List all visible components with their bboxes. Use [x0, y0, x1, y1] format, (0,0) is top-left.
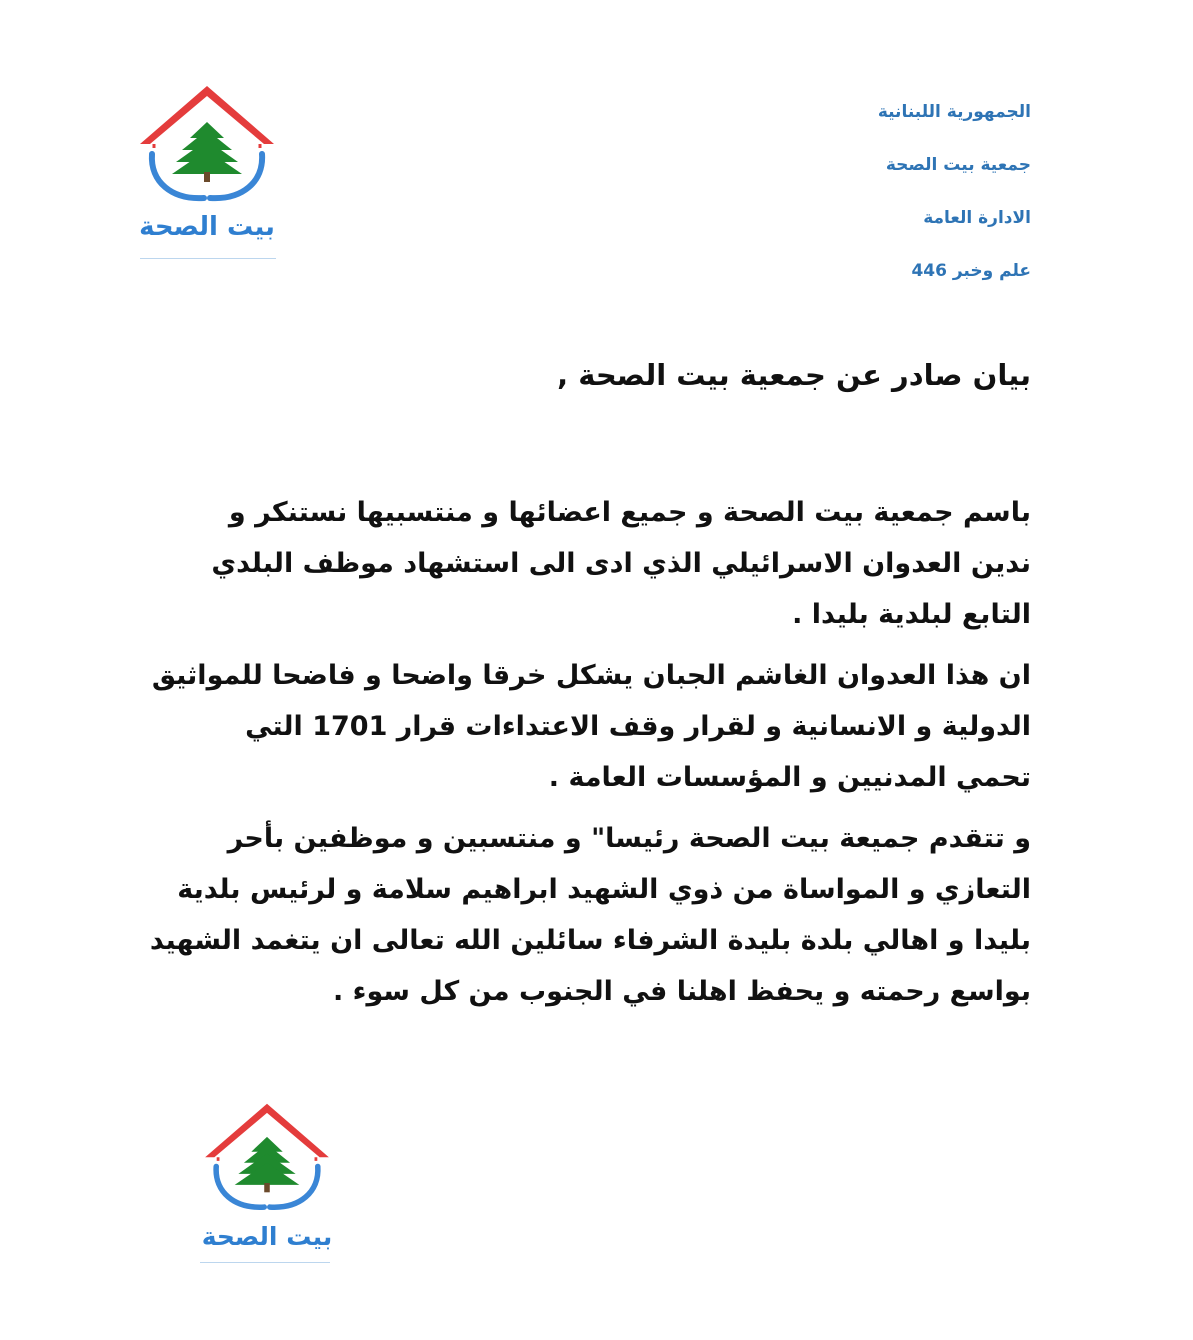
logo-text: بيت الصحة [139, 212, 275, 242]
logo-underline [140, 258, 276, 259]
letterhead [731, 96, 1031, 308]
paragraph-condolences [149, 813, 1031, 1017]
text-line: ندين العدوان الاسرائيلي الذي ادى الى استشهاد موظف البلدي [211, 548, 1031, 579]
header-administration: الادارة العامة [923, 208, 1031, 228]
paragraph-condemnation [161, 487, 1031, 640]
header-association: جمعية بيت الصحة [885, 155, 1031, 175]
cedar-tree [172, 122, 242, 182]
text-line: الدولية و الانسانية و لقرار وقف الاعتداءات قرار 1701 التي [245, 711, 1031, 742]
logo-top [132, 82, 282, 262]
cedar-house-hands-icon [132, 82, 282, 212]
statement-title: بيان صادر عن جمعية بيت الصحة , [557, 358, 1031, 392]
logo-text: بيت الصحة [201, 1222, 333, 1251]
header-country: الجمهورية اللبنانية [877, 102, 1031, 122]
text-line: بواسع رحمته و يحفظ اهلنا في الجنوب من كل سوء . [333, 976, 1031, 1007]
cedar-tree [235, 1137, 300, 1192]
statement-body [149, 487, 1031, 1017]
logo-bottom [192, 1100, 342, 1268]
text-line: ان هذا العدوان الغاشم الجبان يشكل خرقا واضحا و فاضحا للمواثيق [151, 660, 1031, 691]
header-registration: علم وخبر 446 [911, 261, 1031, 281]
cedar-house-hands-icon [192, 1100, 342, 1220]
text-line: بليدا و اهالي بلدة بليدة الشرفاء سائلين الله تعالى ان يتغمد الشهيد [149, 925, 1031, 956]
text-line: التابع لبلدية بليدا . [792, 599, 1031, 630]
paragraph-violation [151, 650, 1031, 803]
text-line: باسم جمعية بيت الصحة و جميع اعضائها و منتسبيها نستنكر و [228, 497, 1031, 528]
text-line: تحمي المدنيين و المؤسسات العامة . [548, 762, 1031, 793]
text-line: التعازي و المواساة من ذوي الشهيد ابراهيم سلامة و لرئيس بلدية [177, 874, 1031, 905]
text-line: و تتقدم جميعة بيت الصحة رئيسا" و منتسبين و موظفين بأحر [227, 823, 1031, 854]
logo-underline [200, 1262, 330, 1263]
